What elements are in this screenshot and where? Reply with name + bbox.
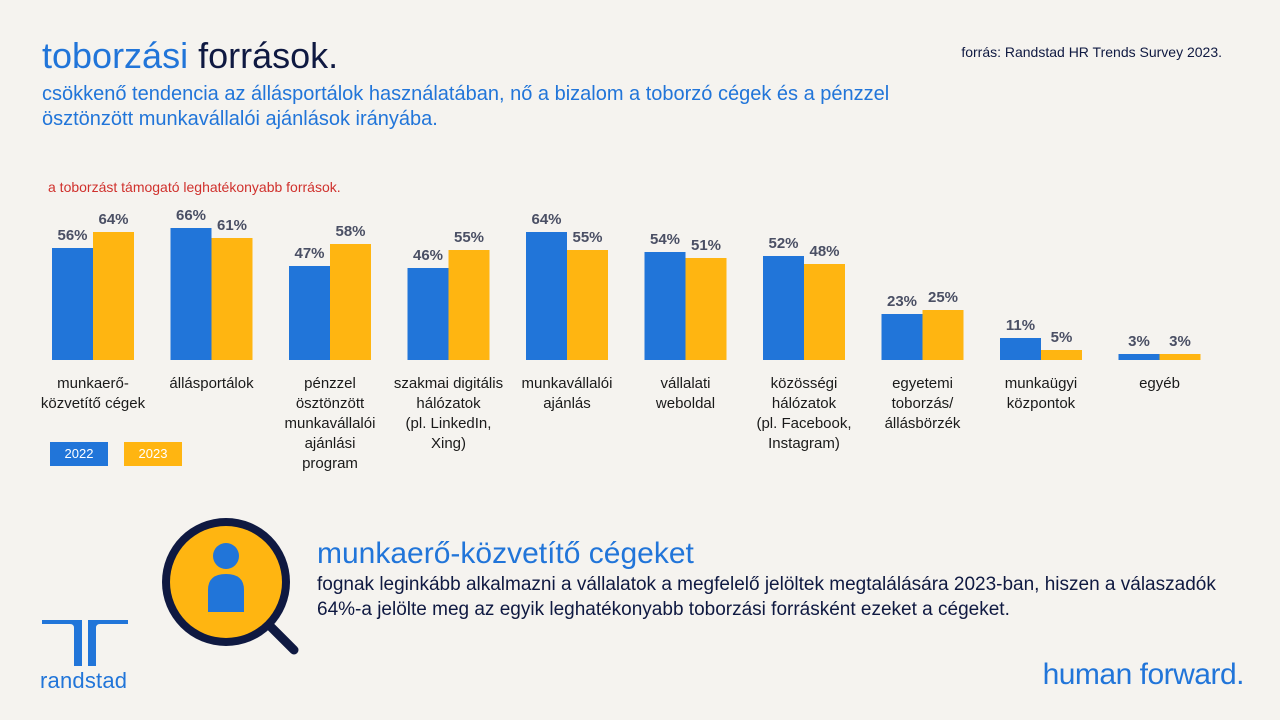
bar-2023-8 bbox=[1041, 350, 1082, 360]
bar-2022-3 bbox=[408, 268, 449, 360]
category-label-5: vállalati weboldal bbox=[655, 375, 716, 412]
bar-2022-2 bbox=[289, 266, 330, 360]
bar-2023-9 bbox=[1160, 354, 1201, 360]
data-label-2023-8: 5% bbox=[1050, 329, 1073, 346]
data-label-2023-5: 51% bbox=[690, 237, 722, 254]
callout-text: fognak leginkább alkalmazni a vállalatok a megfelelő jelöltek megtalálására 2023-ban, hiszen a válaszadók 64%-a jelölte meg az egyik leghatékonyabb toborzási forrásként ezeket a cégeket. bbox=[317, 574, 1216, 620]
category-label-6: közösségi hálózatok (pl. Facebook, Instagram) bbox=[756, 375, 852, 452]
legend-2023: 2023 bbox=[124, 442, 182, 466]
category-label-8: munkaügyi központok bbox=[1004, 375, 1078, 412]
data-label-2022-2: 47% bbox=[294, 245, 325, 262]
bar-2022-8 bbox=[1000, 338, 1041, 360]
bar-2022-9 bbox=[1119, 354, 1160, 360]
bar-2022-4 bbox=[526, 232, 567, 360]
person-search-icon bbox=[150, 508, 310, 668]
data-label-2023-3: 55% bbox=[453, 229, 485, 246]
bar-2023-4 bbox=[567, 250, 608, 360]
bar-2022-1 bbox=[171, 228, 212, 360]
bar-2023-5 bbox=[686, 258, 727, 360]
category-label-7: egyetemi toborzás/ állásbörzék bbox=[884, 375, 961, 432]
data-label-2022-3: 46% bbox=[412, 247, 444, 264]
title-part-1: toborzási bbox=[42, 35, 189, 76]
bar-2023-6 bbox=[804, 264, 845, 360]
category-label-9: egyéb bbox=[1139, 375, 1180, 392]
legend-2022: 2022 bbox=[50, 442, 108, 466]
category-label-3: szakmai digitális hálózatok (pl. LinkedIn, Xing) bbox=[393, 375, 504, 452]
data-label-2022-6: 52% bbox=[768, 235, 799, 252]
data-label-2022-7: 23% bbox=[886, 293, 918, 310]
bar-2023-7 bbox=[923, 310, 964, 360]
logo-text: randstad bbox=[40, 668, 128, 693]
data-label-2022-0: 56% bbox=[57, 227, 88, 244]
data-label-2023-2: 58% bbox=[335, 223, 366, 240]
source-note: forrás: Randstad HR Trends Survey 2023. bbox=[961, 44, 1222, 60]
data-label-2023-7: 25% bbox=[927, 289, 959, 306]
category-label-2: pénzzel ösztönzött munkavállalói ajánlási program bbox=[284, 375, 376, 472]
data-label-2023-9: 3% bbox=[1169, 333, 1191, 350]
bar-2023-0 bbox=[93, 232, 134, 360]
data-label-2022-1: 66% bbox=[175, 207, 207, 224]
callout-title: munkaerő-közvetítő cégeket bbox=[317, 537, 694, 570]
bar-2022-6 bbox=[763, 256, 804, 360]
data-label-2022-8: 11% bbox=[1005, 317, 1036, 334]
data-label-2022-9: 3% bbox=[1128, 333, 1150, 350]
data-label-2023-0: 64% bbox=[98, 211, 129, 228]
title-part-2: források. bbox=[198, 35, 339, 76]
data-label-2022-4: 64% bbox=[531, 211, 562, 228]
chart-note: a toborzást támogató leghatékonyabb források. bbox=[48, 179, 341, 195]
data-label-2023-6: 48% bbox=[809, 243, 840, 260]
tagline: human forward. bbox=[1042, 658, 1244, 691]
data-label-2023-1: 61% bbox=[216, 217, 248, 234]
bar-2023-2 bbox=[330, 244, 371, 360]
bar-2022-5 bbox=[645, 252, 686, 360]
bar-2023-1 bbox=[212, 238, 253, 360]
data-label-2023-4: 55% bbox=[572, 229, 603, 246]
data-label-2022-5: 54% bbox=[649, 231, 681, 248]
category-label-0: munkaerő- közvetítő cégek bbox=[40, 375, 146, 412]
bar-2022-7 bbox=[882, 314, 923, 360]
category-label-4: munkavállalói ajánlás bbox=[521, 375, 613, 412]
subtitle: csökkenő tendencia az állásportálok használatában, nő a bizalom a toborzó cégek és a pénzzel ösztönzött munkavállalói ajánlások irányába. bbox=[42, 83, 890, 130]
bar-2023-3 bbox=[449, 250, 490, 360]
category-label-1: állásportálok bbox=[169, 375, 254, 392]
bar-2022-0 bbox=[52, 248, 93, 360]
